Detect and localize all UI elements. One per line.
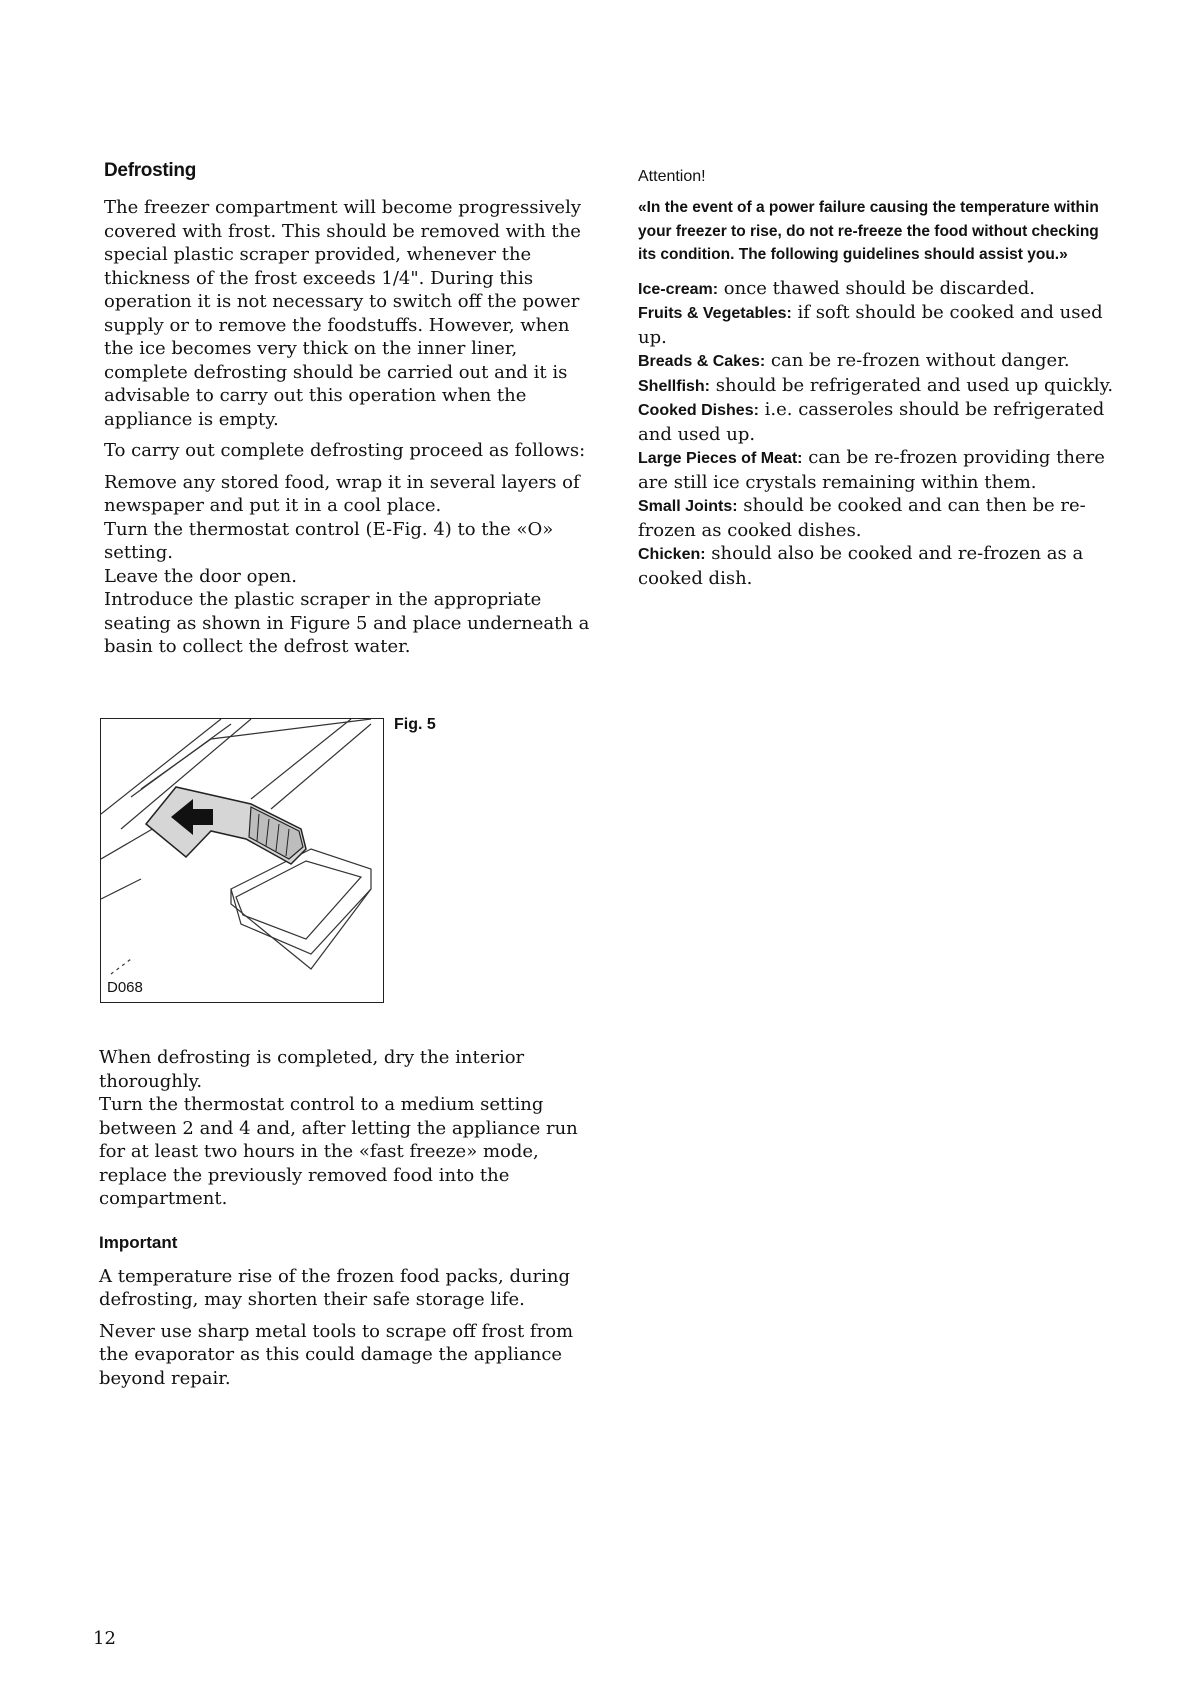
right-column: [638, 168, 1118, 590]
guideline-term: Ice-cream:: [638, 280, 719, 298]
section-heading-defrosting: Defrosting: [104, 160, 197, 181]
figure-5-illustration: [100, 718, 384, 1003]
attention-title: Attention!: [638, 168, 706, 185]
guidelines-list: [638, 277, 1118, 591]
guideline-item: [638, 446, 1118, 494]
lower-left-column: [99, 1046, 589, 1398]
guideline-text: should be refrigerated and used up quickly.: [710, 374, 1114, 396]
paragraph-proceed: To carry out complete defrosting proceed as follows:: [104, 440, 586, 461]
scraper-illustration: [101, 719, 383, 1002]
guideline-text: should also be cooked and re-frozen as a cooked dish.: [638, 543, 1084, 589]
attention-intro: «In the event of a power failure causing the temperature within your freezer to rise, do not re-freeze the food without checking its condition. The following guidelines should assist you.»: [638, 199, 1099, 263]
paragraph-sharp-tools: Never use sharp metal tools to scrape off frost from the evaporator as this could damage the appliance beyond repair.: [99, 1320, 574, 1389]
paragraph-dry-interior: When defrosting is completed, dry the interior thoroughly.: [99, 1047, 525, 1092]
guideline-term: Chicken:: [638, 546, 706, 563]
figure-code: D068: [107, 979, 143, 996]
guideline-item: [638, 301, 1118, 349]
guideline-item: [638, 277, 1118, 302]
guideline-term: Breads & Cakes:: [638, 353, 766, 370]
guideline-item: [638, 349, 1118, 374]
guideline-text: should be cooked and can then be re-frozen as cooked dishes.: [638, 495, 1086, 541]
step-scraper: Introduce the plastic scraper in the appropriate seating as shown in Figure 5 and place underneath a basin to collect the defrost water.: [104, 589, 590, 657]
guideline-item: [638, 374, 1118, 399]
guideline-term: Shellfish:: [638, 377, 711, 395]
guideline-text: once thawed should be discarded.: [718, 277, 1036, 299]
step-thermostat: Turn the thermostat control (E-Fig. 4) to the «O» setting.: [104, 518, 554, 563]
guideline-term: Large Pieces of Meat:: [638, 450, 803, 467]
guideline-term: Small Joints:: [638, 498, 738, 515]
guideline-text: i.e. casseroles should be refrigerated and used up.: [638, 399, 1105, 445]
step-door-open: Leave the door open.: [104, 565, 297, 587]
guideline-term: Cooked Dishes:: [638, 402, 759, 419]
figure-label: Fig. 5: [394, 716, 436, 733]
step-remove-food: Remove any stored food, wrap it in several layers of newspaper and put it in a cool place.: [104, 471, 580, 516]
guideline-text: if soft should be cooked and used up.: [638, 302, 1103, 348]
guideline-item: [638, 494, 1118, 542]
page-number: 12: [93, 1628, 116, 1649]
guideline-item: [638, 398, 1118, 446]
important-heading: Important: [99, 1232, 178, 1252]
guideline-item: [638, 542, 1118, 590]
guideline-term: Fruits & Vegetables:: [638, 305, 792, 322]
left-column: [104, 160, 594, 667]
paragraph-temperature-rise: A temperature rise of the frozen food packs, during defrosting, may shorten their safe storage life.: [99, 1265, 571, 1310]
guideline-text: can be re-frozen providing there are still ice crystals remaining within them.: [638, 447, 1105, 493]
paragraph-medium-setting: Turn the thermostat control to a medium setting between 2 and 4 and, after letting the appliance run for at least two hours in the «fast freeze» mode, replace the previously removed food into the compartment.: [99, 1094, 578, 1209]
guideline-text: can be re-frozen without danger.: [765, 350, 1070, 371]
paragraph-frost-intro: The freezer compartment will become progressively covered with frost. This should be removed with the special plastic scraper provided, whenever the thickness of the frost exceeds 1/4". During this operation it is not necessary to switch off the power supply or to remove the foodstuffs. However, when the ice becomes very thick on the inner liner, complete defrosting should be carried out and it is advisable to carry out this operation when the appliance is empty.: [104, 197, 582, 430]
